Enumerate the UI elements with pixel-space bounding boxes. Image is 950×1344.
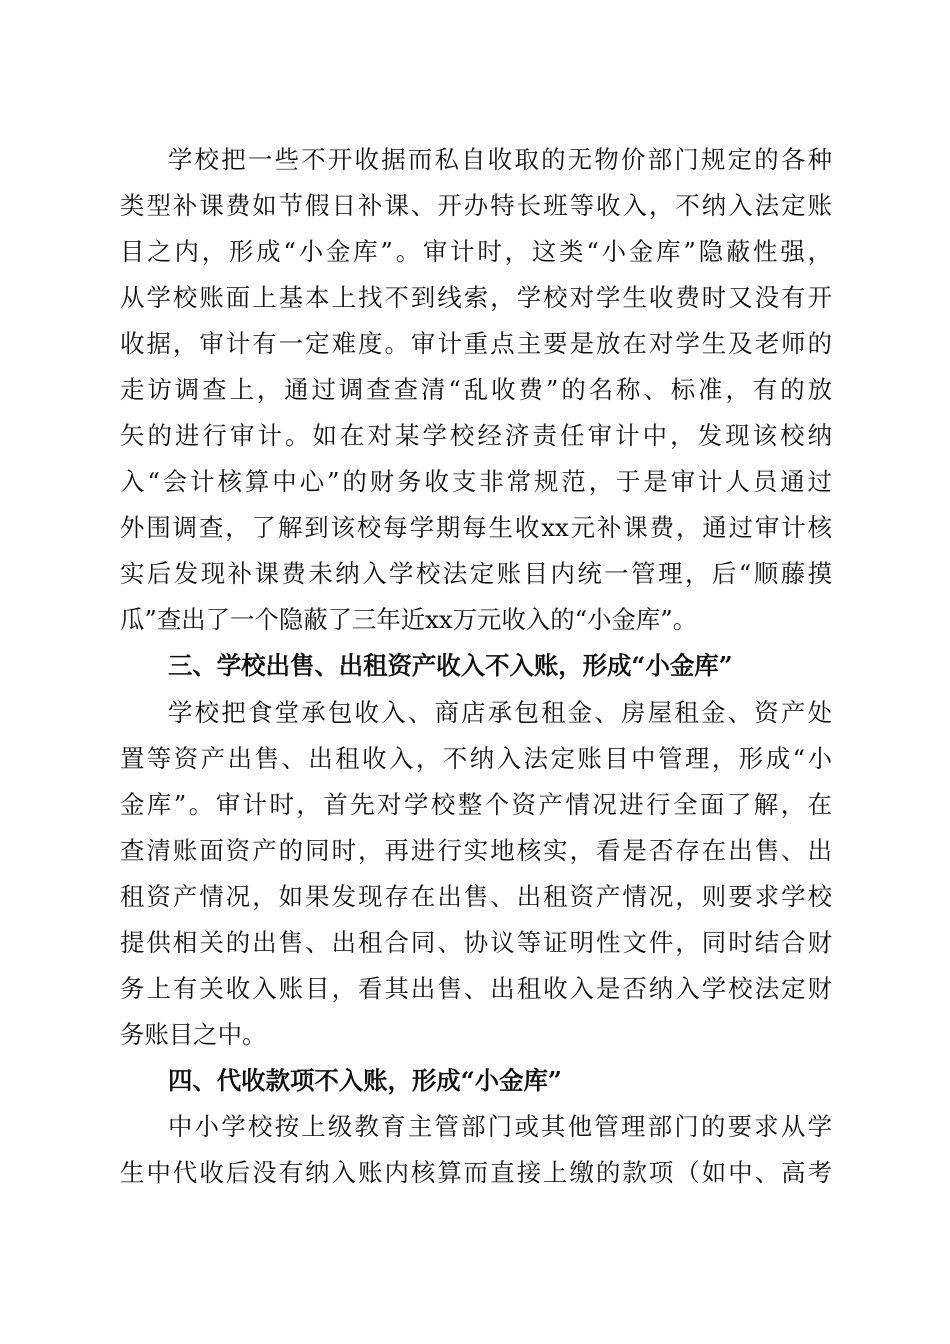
paragraph-1-line-3: 目之内，形成“小金库”。审计时，这类“小金库”隐蔽性强，	[120, 237, 832, 266]
paragraph-1-line-4: 从学校账面上基本上找不到线索，学校对学生收费时又没有开	[120, 283, 832, 312]
section-heading-4: 四、代收款项不入账，形成“小金库”	[168, 1066, 562, 1095]
paragraph-2-line-7: 务上有关收入账目，看其出售、出租收入是否纳入学校法定财	[120, 974, 832, 1003]
paragraph-2-line-4: 查清账面资产的同时，再进行实地核实，看是否存在出售、出	[120, 836, 832, 865]
paragraph-1-line-6: 走访调查上，通过调查查清“乱收费”的名称、标准，有的放	[120, 375, 832, 404]
paragraph-1-line-9: 外围调查，了解到该校每学期每生收xx元补课费，通过审计核	[120, 513, 832, 542]
paragraph-1-line-11: 瓜”查出了一个隐蔽了三年近xx万元收入的“小金库”。	[120, 605, 698, 634]
paragraph-3-line-2: 生中代收后没有纳入账内核算而直接上缴的款项（如中、高考	[120, 1158, 832, 1187]
paragraph-2-line-6: 提供相关的出售、出租合同、协议等证明性文件，同时结合财	[120, 928, 832, 957]
paragraph-3-line-1: 中小学校按上级教育主管部门或其他管理部门的要求从学	[168, 1112, 832, 1141]
paragraph-1-line-1: 学校把一些不开收据而私自收取的无物价部门规定的各种	[168, 145, 832, 174]
paragraph-2-line-8: 务账目之中。	[120, 1020, 267, 1049]
paragraph-1-line-8: 入“会计核算中心”的财务收支非常规范，于是审计人员通过	[120, 467, 832, 496]
paragraph-1-line-2: 类型补课费如节假日补课、开办特长班等收入，不纳入法定账	[120, 191, 832, 220]
paragraph-1-line-7: 矢的进行审计。如在对某学校经济责任审计中，发现该校纳	[120, 421, 832, 450]
section-heading-3: 三、学校出售、出租资产收入不入账，形成“小金库”	[168, 651, 733, 680]
paragraph-1-line-5: 收据，审计有一定难度。审计重点主要是放在对学生及老师的	[120, 329, 832, 358]
paragraph-2-line-2: 置等资产出售、出租收入，不纳入法定账目中管理，形成“小	[120, 744, 832, 773]
paragraph-1-line-10: 实后发现补课费未纳入学校法定账目内统一管理，后“顺藤摸	[120, 559, 832, 588]
paragraph-2-line-3: 金库”。审计时，首先对学校整个资产情况进行全面了解，在	[120, 790, 832, 819]
paragraph-2-line-1: 学校把食堂承包收入、商店承包租金、房屋租金、资产处	[168, 698, 832, 727]
paragraph-2-line-5: 租资产情况，如果发现存在出售、出租资产情况，则要求学校	[120, 882, 832, 911]
